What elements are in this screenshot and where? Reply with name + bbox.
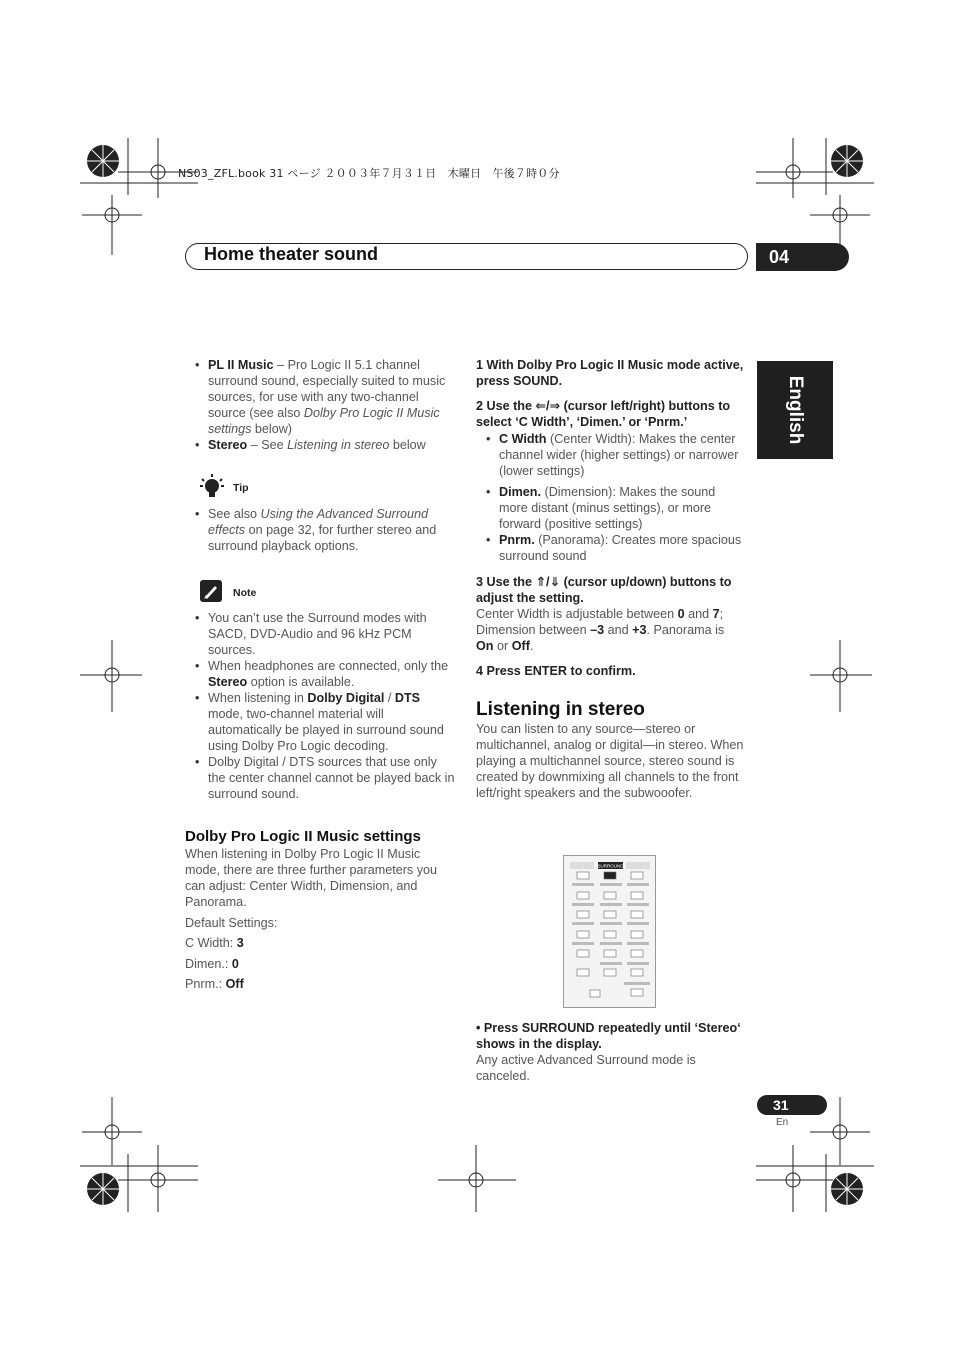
list-item: • Dolby Digital / DTS sources that use only the center channel cannot be played back in surround sound. bbox=[195, 755, 455, 801]
list-item: • See also Using the Advanced Surround effects on page 32, for further stereo and surround playback options. bbox=[195, 507, 437, 553]
list-item: • C Width (Center Width): Makes the center channel wider (higher settings) or narrower (lower settings) bbox=[486, 432, 739, 478]
remote-control-illustration bbox=[563, 855, 656, 1008]
list-item: • When headphones are connected, only the Stereo option is available. bbox=[195, 659, 449, 689]
paragraph: Default Settings: bbox=[185, 916, 278, 930]
book-info: NS03_ZFL.book 31 ページ ２００３年７月３１日 木曜日 午後７時０分 bbox=[178, 167, 560, 180]
language-tab bbox=[757, 361, 833, 459]
list-item: • PL II Music – Pro Logic II 5.1 channel surround sound, especially suited to music sources, for use with any two-channel source (see also Dolby Pro Logic II Music settings below) bbox=[195, 358, 446, 436]
step-3: 3 Use the ⇑/⇓ (cursor up/down) buttons to adjust the setting. bbox=[476, 575, 732, 605]
step-4: 4 Press ENTER to confirm. bbox=[476, 664, 636, 678]
paragraph: When listening in Dolby Pro Logic II Music mode, there are three further parameters you can adjust: Center Width, Dimension, and Panorama. bbox=[185, 847, 438, 909]
section-heading: Dolby Pro Logic II Music settings bbox=[185, 828, 421, 845]
list-item: • You can’t use the Surround modes with SACD, DVD-Audio and 96 kHz PCM sources. bbox=[195, 611, 427, 657]
list-item: • When listening in Dolby Digital / DTS mode, two-channel material will automatically be played in surround sound using Dolby Pro Logic decoding. bbox=[195, 691, 444, 753]
lightbulb-icon bbox=[199, 473, 225, 499]
step-surround: • Press SURROUND repeatedly until ‘Stereo‘ shows in the display. bbox=[476, 1021, 741, 1051]
left-column bbox=[185, 357, 455, 992]
setting-dimension: Dimen.: 0 bbox=[185, 957, 239, 971]
paragraph: You can listen to any source—stereo or multichannel, analog or digital—in stereo. When playing a multichannel source, stereo sound is created by downmixing all channels to the front left/right speakers and the subwooofer. bbox=[476, 722, 744, 800]
note-icon bbox=[200, 580, 222, 602]
page-number: 31 bbox=[757, 1095, 827, 1115]
list-item: • Stereo – See Listening in stereo below bbox=[195, 438, 426, 452]
page-language: En bbox=[776, 1117, 789, 1128]
list-item: • Pnrm. (Panorama): Creates more spacious surround sound bbox=[486, 533, 742, 563]
note-heading bbox=[185, 576, 455, 606]
tip-label: Tip bbox=[233, 482, 249, 494]
list-item: • Dimen. (Dimension): Makes the sound more distant (minus settings), or more forward (positive settings) bbox=[486, 485, 716, 531]
page-title: Home theater sound bbox=[204, 244, 379, 264]
tip-heading bbox=[185, 471, 455, 501]
remote-buttons-icon bbox=[564, 856, 657, 1009]
language-label: English bbox=[785, 375, 806, 445]
step-1: 1 With Dolby Pro Logic II Music mode active, press SOUND. bbox=[476, 358, 744, 388]
section-heading: Listening in stereo bbox=[476, 699, 645, 720]
right-column bbox=[476, 357, 744, 801]
paragraph: Center Width is adjustable between 0 and 7; Dimension between –3 and +3. Panorama is On or Off. bbox=[476, 607, 725, 653]
surround-button-label: SURROUND bbox=[597, 863, 624, 869]
surround-instructions bbox=[476, 1020, 744, 1084]
note-label: Note bbox=[233, 587, 257, 599]
setting-panorama: Pnrm.: Off bbox=[185, 977, 244, 991]
paragraph: Any active Advanced Surround mode is canceled. bbox=[476, 1053, 696, 1083]
setting-c-width: C Width: 3 bbox=[185, 936, 244, 950]
step-2: 2 Use the ⇐/⇒ (cursor left/right) buttons to select ‘C Width’, ‘Dimen.’ or ‘Pnrm.’ bbox=[476, 399, 731, 429]
chapter-number: 04 bbox=[756, 243, 849, 271]
